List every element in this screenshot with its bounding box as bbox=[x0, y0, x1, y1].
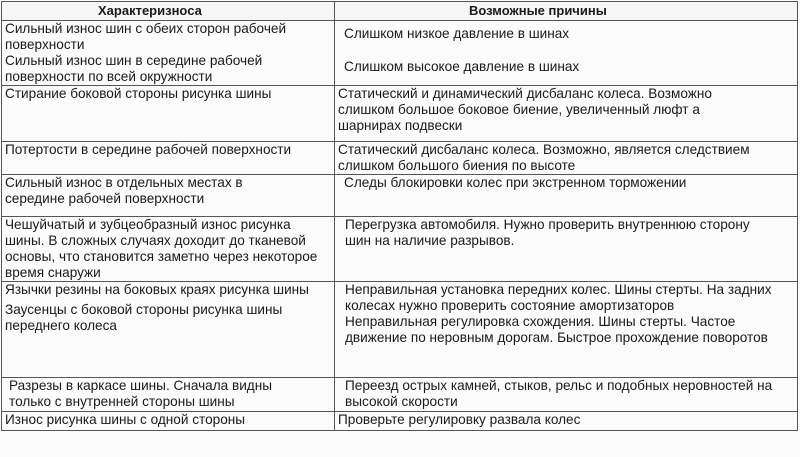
cause-cell bbox=[335, 175, 798, 217]
cause-description: Слишком низкое давление в шинах bbox=[344, 26, 570, 41]
wear-cell bbox=[2, 86, 335, 142]
tire-wear-table bbox=[1, 1, 798, 431]
wear-description: Износ рисунка шины с одной стороны bbox=[5, 412, 246, 427]
cause-description: Переезд острых камней, стыков, рельс и подобных неровностей на высокой скорости bbox=[345, 378, 773, 409]
cause-description: Слишком высокое давление в шинах bbox=[344, 59, 580, 74]
wear-description: Потертости в середине рабочей поверхности bbox=[5, 142, 292, 157]
cause-cell bbox=[335, 217, 798, 282]
wear-cell bbox=[2, 412, 335, 431]
wear-description: Язычки резины на боковых краях рисунка шины bbox=[5, 282, 309, 297]
cause-cell bbox=[335, 282, 798, 378]
cause-description: Статический и динамический дисбаланс колеса. Возможно слишком большое боковое биение, увеличенный люфт а шарнирах подвески bbox=[338, 86, 712, 133]
wear-description: Сильный износ шин в середине рабочей поверхности по всей окружности bbox=[5, 53, 263, 84]
table-row bbox=[2, 142, 798, 175]
wear-description: Чешуйчатый и зубцеобразный износ рисунка шины. В сложных случаях доходит до тканевой основы, что становится заметно через некоторое время снаружи bbox=[5, 217, 318, 280]
cause-cell bbox=[335, 378, 798, 412]
wear-cell bbox=[2, 142, 335, 175]
cause-description: Перегрузка автомобиля. Нужно проверить внутреннюю сторону шин на наличие разрывов. bbox=[345, 217, 750, 248]
cause-description: Неправильная установка передних колес. Шины стерты. На задних колесах нужно проверить состояние амортизаторов bbox=[345, 282, 772, 313]
wear-cell bbox=[2, 217, 335, 282]
table-row bbox=[2, 217, 798, 282]
table-row bbox=[2, 282, 798, 378]
table-header-row bbox=[2, 2, 798, 21]
wear-cell bbox=[2, 175, 335, 217]
wear-cell bbox=[2, 282, 335, 378]
wear-cell bbox=[2, 378, 335, 412]
table-row bbox=[2, 175, 798, 217]
cause-cell bbox=[335, 86, 798, 142]
wear-description: Разрезы в каркасе шины. Сначала видны только с внутренней стороны шины bbox=[9, 378, 273, 409]
wear-cell bbox=[2, 21, 335, 86]
cause-description: Статический дисбаланс колеса. Возможно, является следствием слишком большого биения по высоте bbox=[338, 142, 750, 173]
cause-cell bbox=[335, 21, 798, 86]
wear-description: Стирание боковой стороны рисунка шины bbox=[5, 86, 272, 101]
column-header-causes: Возможные причины bbox=[335, 2, 798, 21]
table-row bbox=[2, 378, 798, 412]
cause-cell bbox=[335, 142, 798, 175]
cause-cell bbox=[335, 412, 798, 431]
wear-description: Заусенцы с боковой стороны рисунка шины переднего колеса bbox=[5, 302, 283, 333]
cause-description: Следы блокировки колес при экстренном торможении bbox=[344, 175, 687, 190]
table-row bbox=[2, 412, 798, 431]
cause-description: Неправильная регулировка схождения. Шины стерты. Частое движение по неровным дорогам. Быстрое прохождение поворотов bbox=[345, 314, 768, 345]
wear-description: Сильный износ шин с обеих сторон рабочей поверхности bbox=[5, 21, 287, 52]
table-row bbox=[2, 21, 798, 86]
table-row bbox=[2, 86, 798, 142]
wear-description: Сильный износ в отдельных местах в середине рабочей поверхности bbox=[5, 175, 243, 206]
cause-description: Проверьте регулировку развала колес bbox=[338, 412, 581, 427]
column-header-characteristic: Характеризноса bbox=[2, 2, 335, 21]
